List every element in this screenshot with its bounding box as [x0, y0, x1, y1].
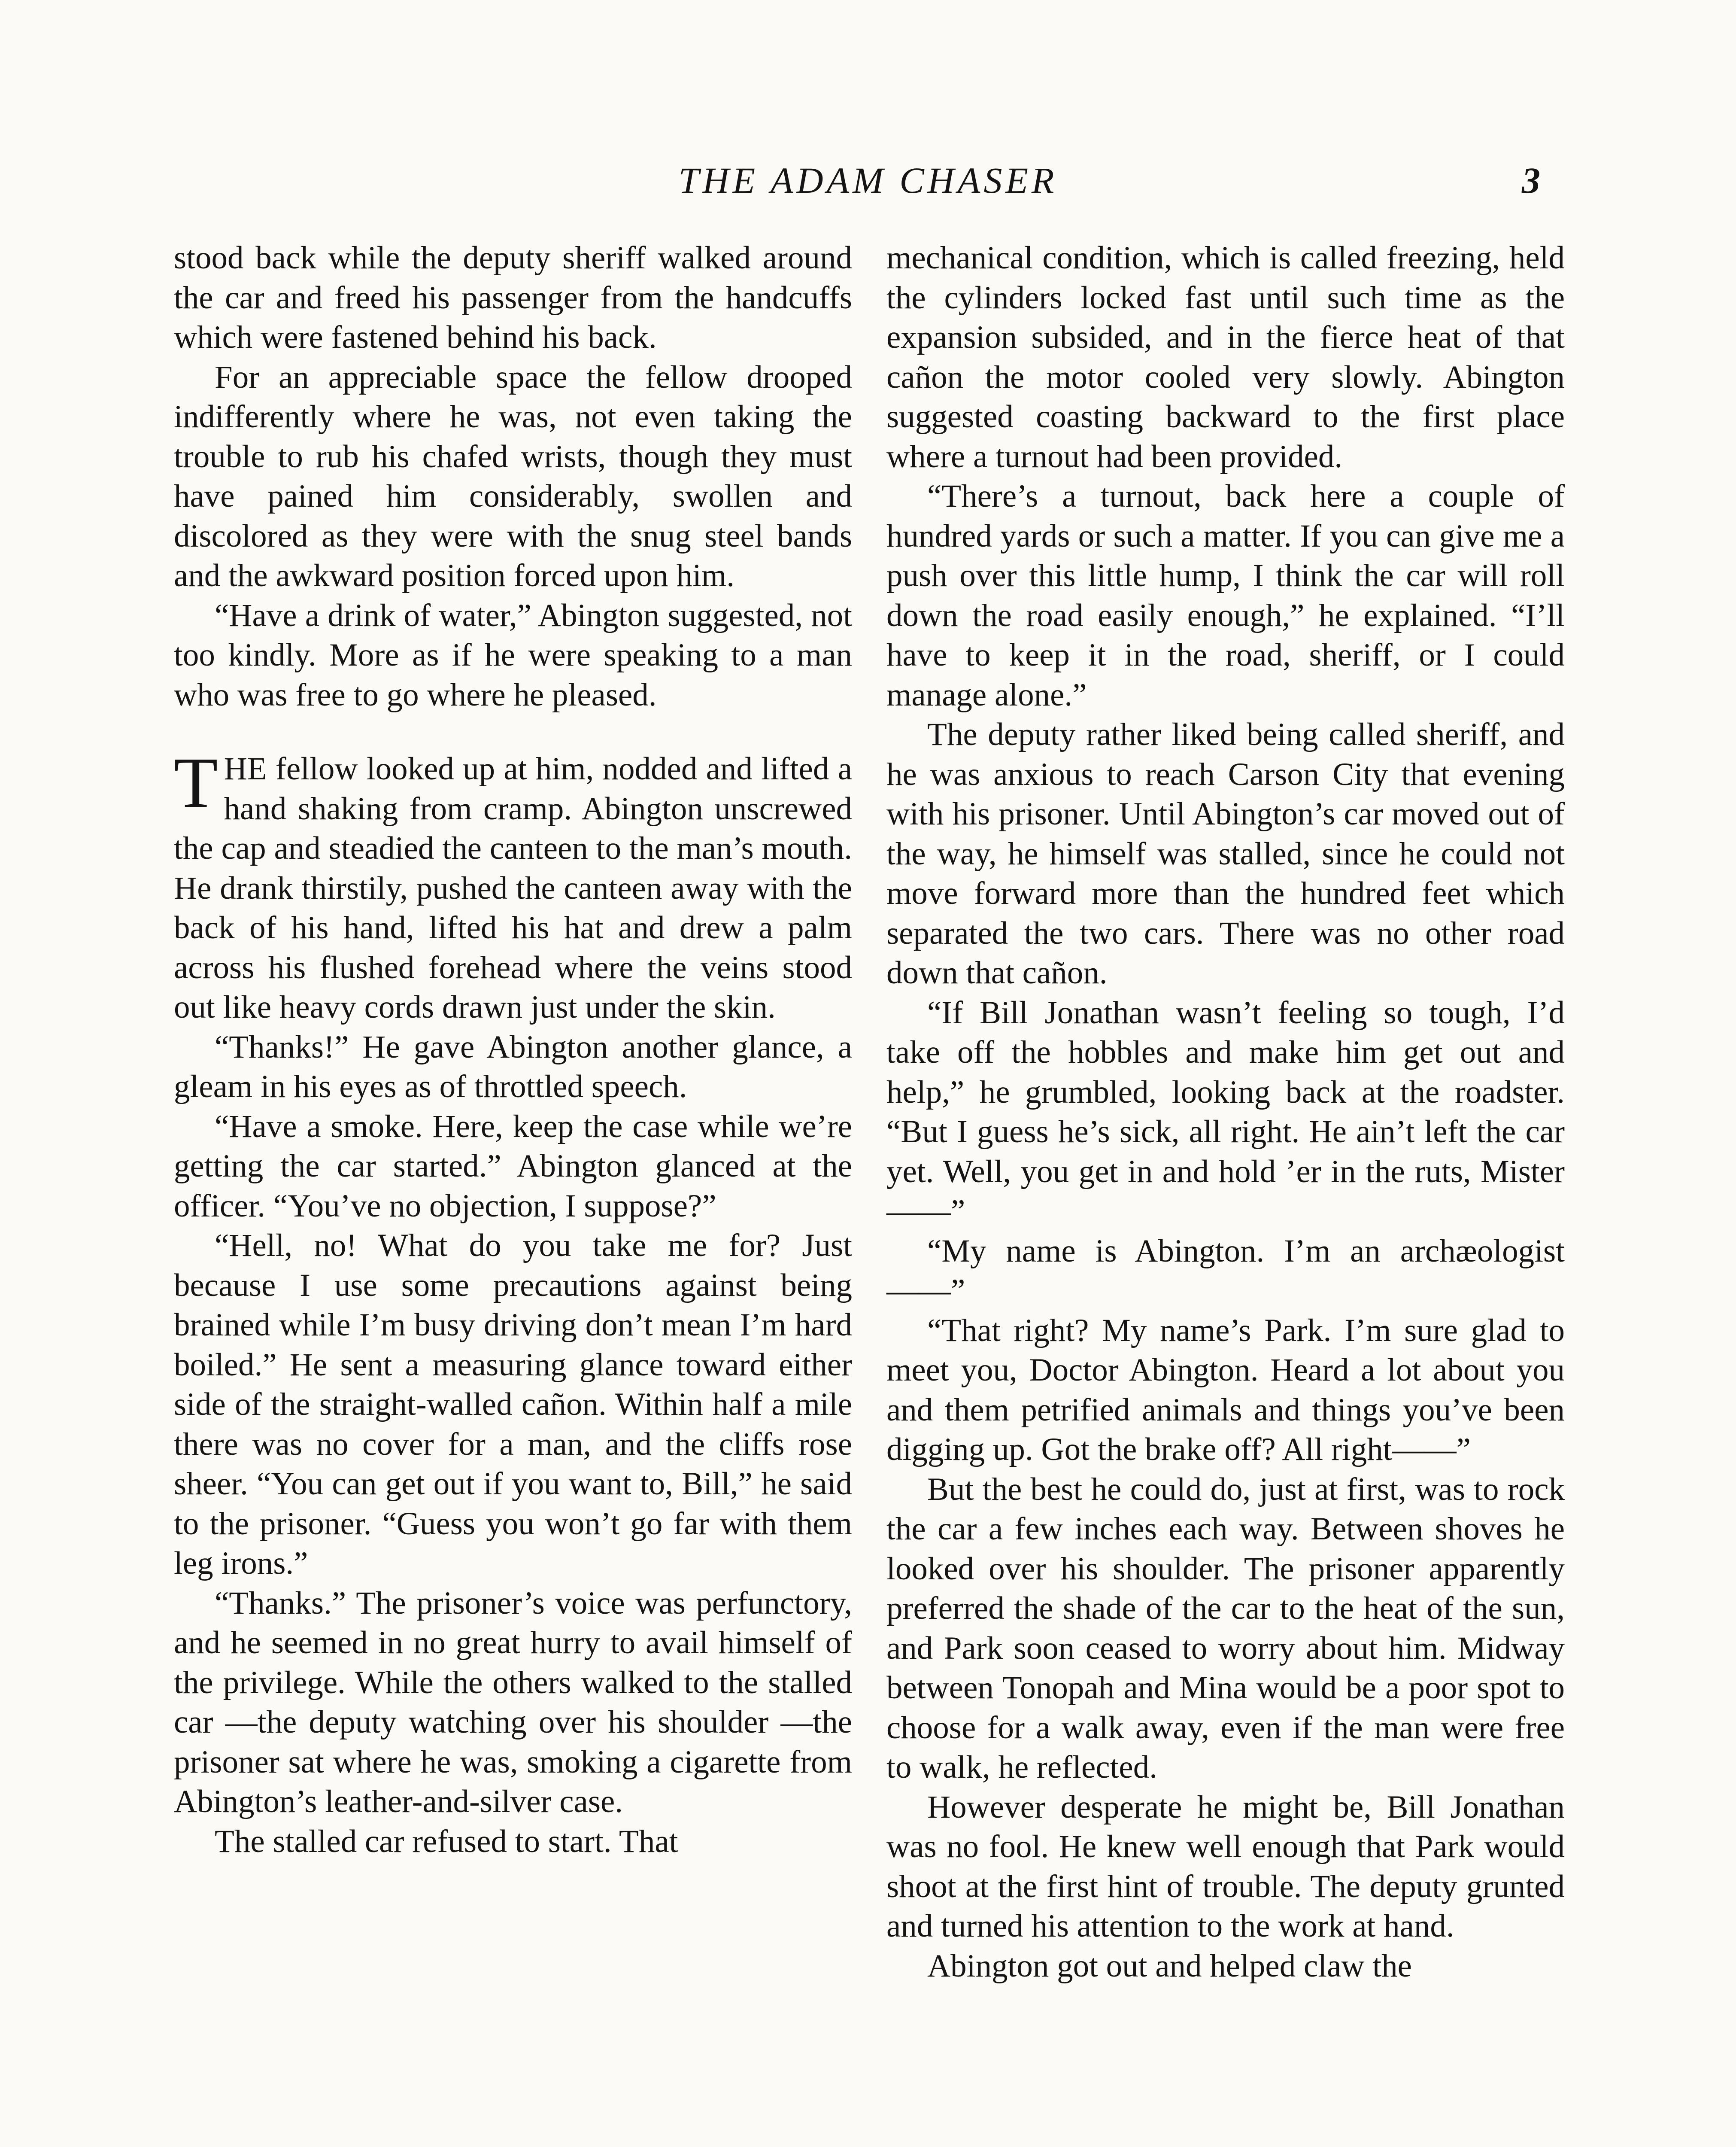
paragraph: For an appreciable space the fellow drooped indifferently where he was, not even taking the trouble to rub his chafed wrists, though they must have pained him considerably, swollen and discolored as they were with the snug steel bands and the awkward position forced upon him.: [174, 359, 852, 593]
paragraph: However desperate he might be, Bill Jonathan was no fool. He knew well enough that Park would shoot at the first hint of trouble. The deputy grunted and turned his attention to the work at hand.: [886, 1789, 1565, 1944]
paragraph-text: HE fellow looked up at him, nodded and lifted a hand shaking from cramp. Abington unscrewed the cap and steadied the canteen to the man’s mouth. He drank thirstily, pushed the canteen away with the back of his hand, lifted his hat and drew a palm across his flushed forehead where the veins stood out like heavy cords drawn just under the skin.: [174, 751, 852, 1025]
section-opening-paragraph: [174, 743, 852, 1028]
drop-cap: T: [174, 743, 218, 823]
paragraph: “Have a smoke. Here, keep the case while we’re getting the car started.” Abington glanced at the officer. “You’ve no objection, I suppose?”: [174, 1108, 852, 1224]
paragraph: “Thanks!” He gave Abington another glance, a gleam in his eyes as of throttled speech.: [174, 1029, 852, 1104]
paragraph: “My name is Abington. I’m an archæologist——”: [886, 1233, 1565, 1308]
paragraph: Abington got out and helped claw the: [927, 1948, 1412, 1984]
running-head-title: THE ADAM CHASER: [678, 160, 1058, 201]
left-column: [174, 238, 852, 1861]
paragraph: The deputy rather liked being called sheriff, and he was anxious to reach Carson City that evening with his prisoner. Until Abington’s car moved out of the way, he himself was stalled, since he could not move forward more than the hundred feet which separated the two cars. There was no other road down that cañon.: [886, 717, 1565, 991]
paragraph: “Thanks.” The prisoner’s voice was perfunctory, and he seemed in no great hurry to avail himself of the privilege. While the others walked to the stalled car —the deputy watching over his shoulder —the prisoner sat where he was, smoking a cigarette from Abington’s leather-and-silver case.: [174, 1585, 852, 1819]
paragraph: But the best he could do, just at first, was to rock the car a few inches each way. Between shoves he looked over his shoulder. The prisoner apparently preferred the shade of the car to the heat of the sun, and Park soon ceased to worry about him. Midway between Tonopah and Mina would be a poor spot to choose for a walk away, even if the man were free to walk, he reflected.: [886, 1471, 1565, 1785]
paragraph: “If Bill Jonathan wasn’t feeling so tough, I’d take off the hobbles and make him get out and help,” he grumbled, looking back at the roadster. “But I guess he’s sick, all right. He ain’t left the car yet. Well, you get in and hold ’er in the ruts, Mister——”: [886, 994, 1565, 1229]
paragraph: “Hell, no! What do you take me for? Just because I use some precautions against being brained while I’m busy driving don’t mean I’m hard boiled.” He sent a measuring glance toward either side of the straight-walled cañon. Within half a mile there was no cover for a man, and the cliffs rose sheer. “You can get out if you want to, Bill,” he said to the prisoner. “Guess you won’t go far with them leg irons.”: [174, 1228, 852, 1581]
paragraph: “Have a drink of water,” Abington suggested, not too kindly. More as if he were speaking to a man who was free to go where he pleased.: [174, 597, 852, 713]
paragraph: mechanical condition, which is called freezing, held the cylinders locked fast until such time as the expansion subsided, and in the fierce heat of that cañon the motor cooled very slowly. Abington suggested coasting backward to the first place where a turnout had been provided.: [886, 240, 1565, 474]
page-number: 3: [1522, 160, 1540, 201]
paragraph: “There’s a turnout, back here a couple of hundred yards or such a matter. If you can give me a push over this little hump, I think the car will roll down the road easily enough,” he explained. “I’ll have to keep it in the road, sheriff, or I could manage alone.”: [886, 478, 1565, 713]
paragraph: The stalled car refused to start. That: [215, 1823, 678, 1859]
paragraph: “That right? My name’s Park. I’m sure glad to meet you, Doctor Abington. Heard a lot about you and them petrified animals and things you’ve been digging up. Got the brake off? All right——”: [886, 1312, 1565, 1467]
paragraph: stood back while the deputy sheriff walked around the car and freed his passenger from the handcuffs which were fastened behind his back.: [174, 240, 852, 355]
right-column: [886, 238, 1565, 1986]
